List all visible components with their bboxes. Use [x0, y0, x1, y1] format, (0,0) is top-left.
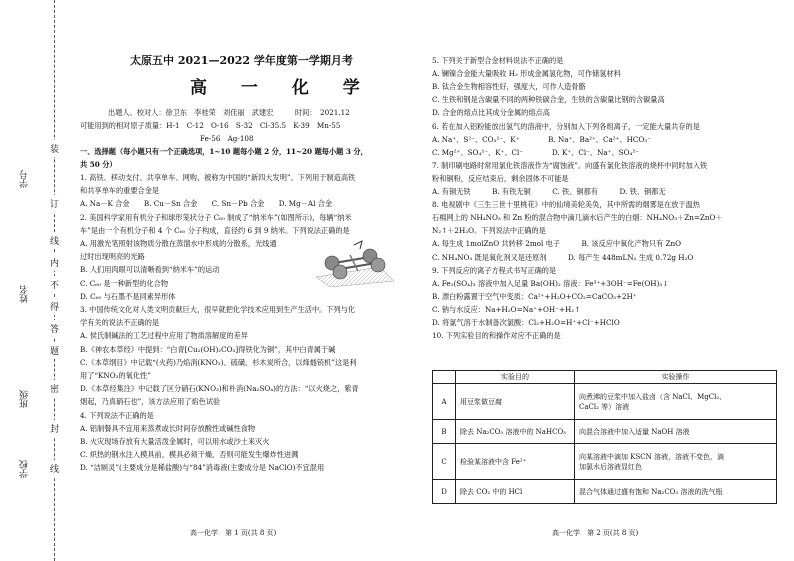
seal-char: 不 [50, 276, 59, 293]
table-row [433, 384, 777, 420]
row-operation [575, 480, 777, 504]
question-line: D. C₆₀ 与石墨不是同素异形体 [80, 291, 176, 301]
atomic-masses-line: 可能用到的相对原子质量：H-1 C-12 O-16 S-32 Cl-35.5 K-39 Mn-55 [80, 121, 341, 130]
experiment-table [432, 370, 777, 504]
question-line: A. Na－K 合金 B. Cu－Sn 合金 C. Sn－Pb 合金 D. Mg－Al 合金 [80, 199, 333, 209]
class-label: 班级 [20, 390, 30, 408]
row-letter: D [433, 480, 456, 504]
question-line: 1. 高铁、移动支付、共享单车、网购，被称为中国的“新四大发明”。下列用于制造高铁 [80, 173, 356, 182]
exam-title: 太原五中 2021—2022 学年度第一学期月考 [130, 54, 353, 67]
table-header [433, 371, 456, 384]
operation-line: 混合气体通过盛有饱和 Na₂CO₃ 溶液的洗气瓶 [579, 487, 723, 496]
question-line: 9. 下列反应的离子方程式书写正确的是 [432, 265, 557, 275]
row-letter: C [433, 444, 456, 480]
row-purpose: 检验某溶液中含 Fe²⁺ [456, 444, 575, 480]
page-left [80, 0, 410, 561]
question-line: C. 钠与水反应：Na+H₂O=Na⁺+OH⁻+H₂↑ [432, 304, 581, 314]
table-row [433, 444, 777, 480]
nanocar-figure [310, 237, 396, 287]
seal-char: 答 [50, 320, 59, 337]
seal-char: 订 [50, 195, 59, 212]
question-line: A. 镧镍合金能大量吸收 H₂ 形成金属氢化物，可作储氢材料 [432, 69, 621, 79]
question-line: 4. 下列说法不正确的是 [80, 410, 154, 420]
table-row [433, 480, 777, 504]
question-line: C. NH₄NO₃ 既是氧化剂又是还原剂 D. 每产生 448mLN₂ 生成 0.72g H₂O [432, 252, 694, 262]
question-line: 3. 中国传统文化对人类文明贡献巨大，很早就把化学技术应用到生产生活中。下列与化 [80, 305, 356, 314]
question-line: B. 人们用肉眼可以清晰看到“纳米车”的运动 [80, 265, 220, 275]
seal-char: 得 [50, 298, 59, 315]
question-line: D. 将氯气溶于水制备次氯酸：Cl₂+H₂O=H⁺+Cl⁻+HClO [432, 318, 620, 327]
question-line: 粉和铜粉，反应结束后，剩余固体不可能是 [432, 173, 569, 183]
question-line: C. 炽热的钢水注入模具前，模具必须干燥，否则可能发生爆炸性迸溅 [80, 450, 299, 460]
question-line: 和共享单车的重要合金是 [80, 186, 160, 196]
seal-char: 封 [50, 420, 59, 437]
seal-char: 内 [50, 254, 59, 271]
operation-line: 向混合溶液中加入适量 NaOH 溶液 [579, 427, 690, 436]
question-line: 7. 制印刷电路时常用氯化铁溶液作为“腐蚀液”。向盛有氯化铁溶液的烧杯中同时加入铁 [432, 160, 708, 170]
question-line: 过时出现明亮的光路 [80, 252, 145, 262]
question-line: B. 漂白粉露置于空气中变质：Ca²⁺+H₂O+CO₂=CaCO₃+2H⁺ [432, 291, 637, 301]
question-line: C. Mg²⁺、SO₄²⁻、K⁺、Cl⁻ D. K⁺、Cl⁻、Na⁺、SO₄²⁻ [432, 147, 640, 157]
question-line: 10. 下列实验目的和操作对应不正确的是 [432, 331, 561, 341]
question-line: A. 侯氏制碱法的工艺过程中应用了物质溶解度的差异 [80, 331, 248, 341]
table-header: 实验操作 [575, 371, 777, 384]
question-line: 2. 美国科学家用有机分子和球形笼状分子 C₆₀ 制成了“纳米车”(如图所示)，每辆“纳米 [80, 212, 352, 222]
student-id-label: 学号 [20, 170, 30, 188]
question-line: A. 有铜无铁 B. 有铁无铜 C. 铁、铜都有 D. 铁、铜都无 [432, 187, 666, 196]
subject-title: 高 一 化 学 [190, 78, 374, 98]
question-line: N₂↑＋2H₂O。下列说法中正确的是 [432, 226, 546, 236]
question-line: D. 合金的熔点比其成分金属的熔点高 [432, 108, 550, 118]
table-header: 实验目的 [456, 371, 575, 384]
question-line: 烟起，乃真硝石也”，该方法应用了焰色试验 [80, 397, 221, 407]
operation-line: 向某溶液中滴加 KSCN 溶液，溶液不变色，滴 [579, 452, 724, 461]
seal-char: 线 [50, 460, 59, 477]
section-heading: 共 50 分） [80, 160, 117, 169]
question-line: A. Fe₂(SO₄)₃ 溶液中加入足量 Ba(OH)₂ 溶液：Fe³⁺+3OH⁻=Fe(OH)₃↓ [432, 278, 669, 288]
question-line: B.《神农本草经》中提到：“白青[Cu₂(OH)₂CO₃]得铁化为铜”，其中白青属于碱 [80, 344, 336, 354]
question-line: 8. 电视剧中《三生三世十里桃花》中的仙境美轮美奂，其中所需的烟雾是在放于温热 [432, 200, 700, 210]
seal-char: 装 [50, 140, 59, 157]
operation-line: CaCl₂ 等）溶液 [579, 402, 630, 411]
page-footer: 高一化学 第 1 页(共 8 页) [190, 529, 277, 537]
seal-char: 密 [50, 380, 59, 397]
question-line: 车”是由一个有机分子和 4 个 C₆₀ 分子构成，直径约 6 到 9 纳米。下列说法正确的是 [80, 225, 350, 235]
question-line: B. 火灾现场存放有大量活泼金属时，可以用水或沙土来灭火 [80, 437, 270, 446]
question-line: 石棉网上的 NH₄NO₃ 和 Zn 粉的混合物中滴几滴水后产生的白烟：NH₄NO₃＋Zn=ZnO＋ [432, 213, 723, 223]
row-operation [575, 384, 777, 420]
question-line: C.《本草纲目》中记载“(火药)乃焰消(KNO₃)、硫磺、杉木炭所合，以烽燧铳机”这是利 [80, 357, 357, 367]
question-line: 6. 若在加入铝粉能放出氢气的溶液中，分别加入下列各组离子，一定能大量共存的是 [432, 121, 700, 131]
question-line: C. C₆₀ 是一种新型的化合物 [80, 278, 169, 288]
question-line: A. 每生成 1molZnO 共转移 2mol 电子 B. 该反应中氧化产物只有 ZnO [432, 239, 682, 249]
question-line: D.《本草经集注》中记载了区分硝石(KNO₃)和朴消(Na₂SO₄)的方法：“以火烧之，紫青 [80, 384, 359, 394]
question-line: A. Na⁺、S²⁻、CO₃²⁻、K⁺ B. Na⁺、Ba²⁺、Ca²⁺、HCO₃⁻ [432, 134, 651, 144]
row-purpose: 除去 Na₂CO₃ 溶液中的 NaHCO₃ [456, 420, 575, 444]
row-letter: A [433, 384, 456, 420]
row-purpose: 除去 CO₂ 中的 HCl [456, 480, 575, 504]
atomic-masses-line: Fe-56 Ag-108 [200, 134, 254, 143]
question-line: B. 钛合金生物相容性好，强度大，可作人造骨骼 [432, 82, 586, 92]
seal-char: 题 [50, 342, 59, 359]
name-label: 姓名 [20, 285, 30, 303]
question-line: 用了“KNO₃的氧化性” [80, 371, 151, 380]
binding-margin [0, 0, 62, 561]
question-line: C. 生铁和钢是含碳量不同的两种铁碳合金，生铁的含碳量比钢的含碳量高 [432, 95, 665, 105]
row-letter: B [433, 420, 456, 444]
question-line: D. “洁厕灵”(主要成分是稀盐酸)与“84”消毒液(主要成分是 NaClO)不宜混用 [80, 463, 325, 473]
section-heading: 一、选择题（每小题只有一个正确选项，1~10 题每小题 2 分，11~20 题每小题 3 分， [80, 147, 368, 156]
authors-line: 出题人、校对人：徐卫东 李桂荣 刘佳丽 武建宏 时间： 2021.12 [108, 108, 350, 117]
operation-line: 加氯水后溶液显红色 [579, 462, 642, 471]
table-header-row [433, 371, 777, 384]
operation-line: 向煮沸的豆浆中加入盐卤（含 NaCl、MgCl₂、 [579, 392, 727, 401]
page-footer: 高一化学 第 2 页(共 8 页) [552, 529, 639, 537]
question-line: A. 用激光笔照射该物质分散在蒸馏水中形成的分散系，光线通 [80, 239, 277, 248]
page-right [432, 0, 780, 561]
seal-char: 线 [50, 232, 59, 249]
row-purpose: 用豆浆做豆腐 [456, 384, 575, 420]
row-operation [575, 444, 777, 480]
question-line: 5. 下列关于新型合金材料说法不正确的是 [432, 56, 564, 65]
question-line: 学有关的说法不正确的是 [80, 318, 160, 328]
table-row [433, 420, 777, 444]
row-operation [575, 420, 777, 444]
question-line: A. 铝制餐具不宜用来蒸煮或长时间存放酸性或碱性食物 [80, 423, 256, 433]
school-label: 学校 [20, 460, 30, 478]
